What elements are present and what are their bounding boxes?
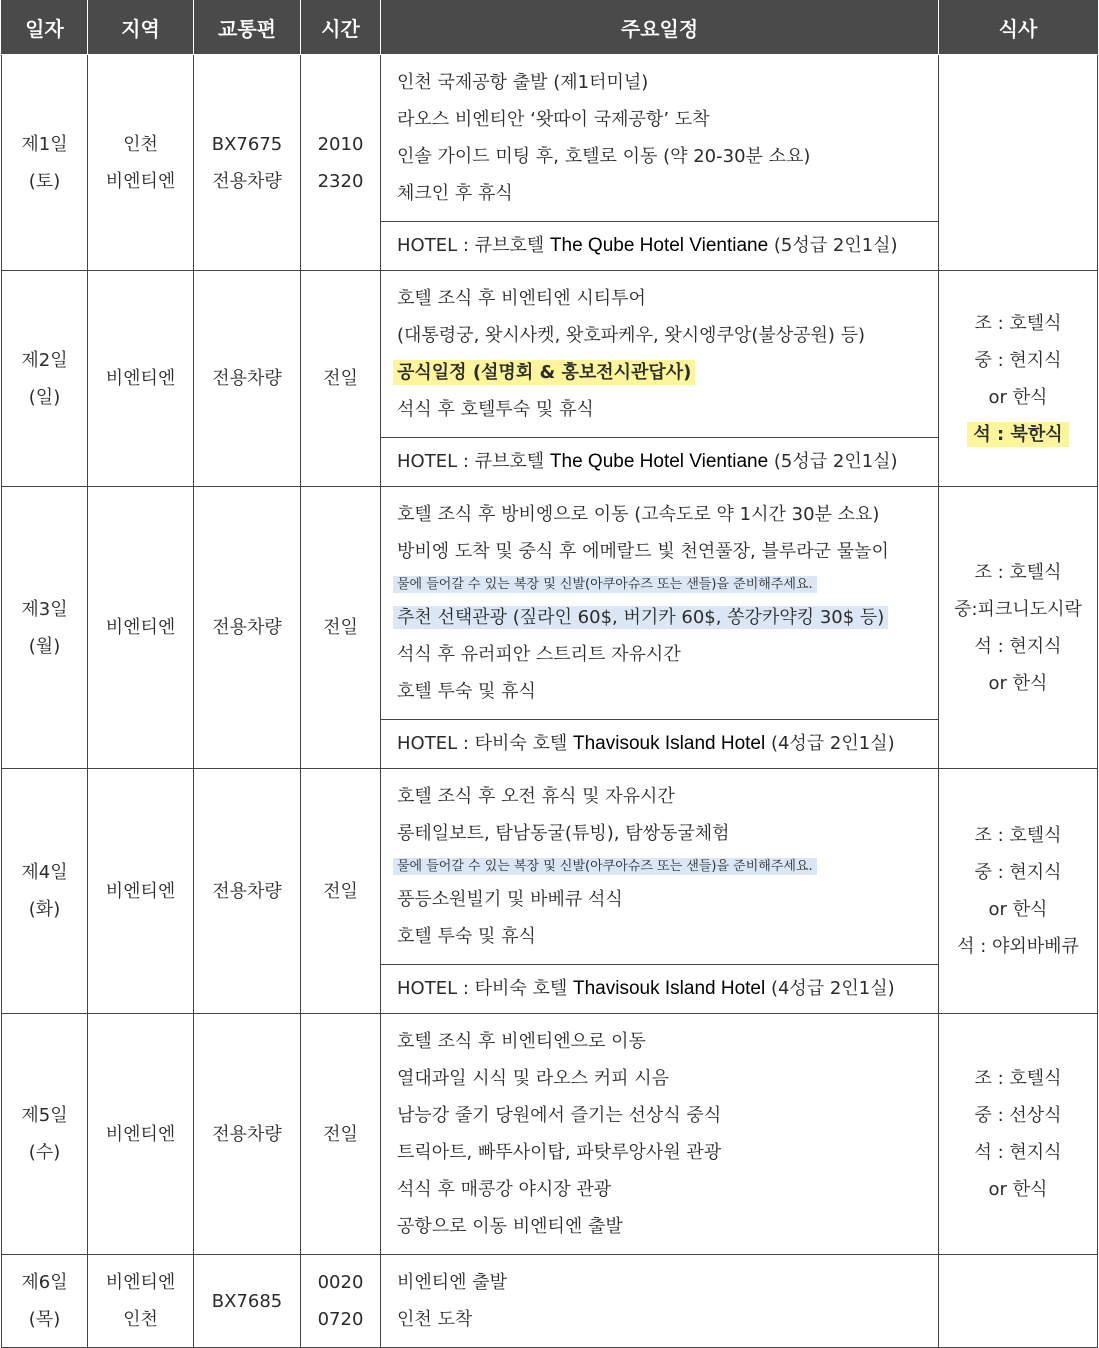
activity-text: 호텔 조식 후 비엔티엔 시티투어 xyxy=(397,288,646,309)
activity-text: 비엔티엔 출발 xyxy=(397,1272,508,1293)
activity-text: 트릭아트, 빠뚜사이탑, 파탓루앙사원 관광 xyxy=(397,1142,722,1163)
schedule-cell xyxy=(381,271,939,487)
activity-line xyxy=(397,317,924,354)
day-cell-line: 제6일 xyxy=(21,1272,68,1293)
activity-list xyxy=(381,1255,938,1347)
activity-line xyxy=(397,280,924,317)
header-meals: 식사 xyxy=(939,0,1098,55)
day-cell-line: 제4일 xyxy=(21,862,68,883)
hotel-name: Thavisouk Island Hotel xyxy=(573,733,766,754)
schedule-cell xyxy=(381,55,939,271)
day-cell-line: 제5일 xyxy=(21,1105,68,1126)
meal-text: 중:피크니도시락 xyxy=(954,598,1082,620)
header-region: 지역 xyxy=(88,0,194,55)
meal-line xyxy=(939,379,1097,416)
meal-cell xyxy=(939,271,1098,487)
transport-cell xyxy=(194,1014,301,1255)
schedule-cell xyxy=(381,769,939,1014)
meal-line xyxy=(939,416,1097,453)
meal-line xyxy=(939,554,1097,591)
meal-text: 중 : 현지식 xyxy=(974,862,1062,883)
meal-text: 중 : 현지식 xyxy=(974,349,1062,371)
activity-line xyxy=(397,1023,924,1060)
transport-cell-line: 전용차량 xyxy=(212,368,282,389)
activity-text: 호텔 투숙 및 휴식 xyxy=(397,681,536,702)
activity-line xyxy=(397,1264,924,1301)
activity-text: 인천 국제공항 출발 (제1터미널) xyxy=(397,72,649,93)
day-cell-line: 제3일 xyxy=(21,598,68,620)
transport-cell xyxy=(194,271,301,487)
time-cell xyxy=(301,271,381,487)
meal-line xyxy=(939,817,1097,854)
time-cell xyxy=(301,1014,381,1255)
meal-cell xyxy=(939,1255,1098,1348)
transport-cell xyxy=(194,55,301,271)
region-cell-line: 비엔티엔 xyxy=(105,1272,176,1293)
activity-text: 라오스 비엔티안 ‘왓따이 국제공항’ 도착 xyxy=(397,109,710,130)
activity-text: 인솔 가이드 미팅 후, 호텔로 이동 (약 20-30분 소요) xyxy=(397,146,811,167)
day-row xyxy=(2,1255,1098,1348)
region-cell-line: 비엔티엔 xyxy=(105,617,176,638)
hotel-line xyxy=(381,964,938,1013)
time-cell-line: 2010 xyxy=(317,133,364,155)
day-cell-line: (목) xyxy=(28,1309,61,1330)
time-cell-line: 전일 xyxy=(323,880,358,902)
meal-text: or 한식 xyxy=(988,1179,1048,1200)
activity-line xyxy=(397,599,924,636)
activity-list xyxy=(381,769,938,964)
activity-line xyxy=(397,175,924,212)
transport-cell-line: 전용차량 xyxy=(212,617,282,638)
day-cell-line: (화) xyxy=(28,899,61,920)
meal-text: or 한식 xyxy=(988,386,1048,408)
meal-cell xyxy=(939,487,1098,769)
hotel-prefix: HOTEL : 큐브호텔 xyxy=(397,451,550,472)
activity-text: 호텔 조식 후 방비엥으로 이동 (고속도로 약 1시간 30분 소요) xyxy=(397,504,880,525)
meal-line xyxy=(939,342,1097,379)
hotel-line xyxy=(381,437,938,486)
region-cell-line: 비엔티엔 xyxy=(105,1123,176,1145)
activity-line xyxy=(397,1208,924,1245)
activity-text: 인천 도착 xyxy=(397,1309,473,1330)
meal-line xyxy=(939,854,1097,891)
transport-cell-line: 전용차량 xyxy=(212,170,282,192)
header-day: 일자 xyxy=(2,0,88,55)
time-cell-line: 전일 xyxy=(323,1123,358,1145)
day-row xyxy=(2,1014,1098,1255)
itinerary-table xyxy=(1,0,1098,1348)
region-cell-line: 비엔티엔 xyxy=(105,368,176,389)
region-cell xyxy=(88,769,194,1014)
transport-cell xyxy=(194,487,301,769)
activity-line xyxy=(397,101,924,138)
day-cell-line: 제1일 xyxy=(21,133,68,155)
meal-text: 중 : 선상식 xyxy=(974,1105,1062,1126)
meal-line xyxy=(939,1134,1097,1171)
transport-cell-line: BX7675 xyxy=(211,133,283,155)
activity-line xyxy=(397,1060,924,1097)
meal-cell xyxy=(939,55,1098,271)
activity-line xyxy=(397,881,924,918)
time-cell-line: 전일 xyxy=(323,617,358,638)
time-cell-line: 0720 xyxy=(317,1309,364,1330)
meal-line xyxy=(939,1171,1097,1208)
hotel-name: Thavisouk Island Hotel xyxy=(573,978,766,999)
hotel-name: The Qube Hotel Vientiane xyxy=(549,451,769,472)
header-transport: 교통편 xyxy=(194,0,301,55)
activity-text: 호텔 조식 후 비엔티엔으로 이동 xyxy=(397,1031,646,1052)
hotel-prefix: HOTEL : 큐브호텔 xyxy=(397,235,550,256)
transport-cell-line: BX7685 xyxy=(211,1290,283,1312)
schedule-cell xyxy=(381,1255,939,1348)
transport-cell xyxy=(194,769,301,1014)
day-row xyxy=(2,271,1098,487)
transport-cell xyxy=(194,1255,301,1348)
region-cell xyxy=(88,271,194,487)
activity-line xyxy=(397,354,924,391)
activity-line xyxy=(397,673,924,710)
day-cell-line: (월) xyxy=(28,635,61,657)
activity-text: 석식 후 호텔투숙 및 휴식 xyxy=(397,399,594,420)
region-cell xyxy=(88,55,194,271)
meal-line xyxy=(939,1060,1097,1097)
day-cell-line: 제2일 xyxy=(21,349,68,371)
meal-line xyxy=(939,928,1097,965)
header-time: 시간 xyxy=(301,0,381,55)
day-cell xyxy=(2,55,88,271)
meal-line xyxy=(939,891,1097,928)
activity-line xyxy=(397,852,924,881)
meal-cell xyxy=(939,769,1098,1014)
activity-text: 공항으로 이동 비엔티엔 출발 xyxy=(397,1216,623,1237)
activity-list xyxy=(381,487,938,719)
transport-cell-line: 전용차량 xyxy=(212,880,282,902)
region-cell-line: 비엔티엔 xyxy=(105,880,176,902)
region-cell-line: 비엔티엔 xyxy=(105,170,176,192)
time-cell xyxy=(301,1255,381,1348)
hotel-suffix: (5성급 2인1실) xyxy=(768,235,898,256)
activity-text: 풍등소원빌기 및 바베큐 석식 xyxy=(397,889,623,910)
day-cell-line: (토) xyxy=(28,170,61,192)
hotel-line xyxy=(381,719,938,768)
meal-text: 석 : 현지식 xyxy=(974,1142,1062,1163)
activity-line xyxy=(397,1134,924,1171)
meal-text: 석 : 야외바베큐 xyxy=(957,936,1079,957)
activity-text: 석식 후 매콩강 야시장 관광 xyxy=(397,1179,612,1200)
meal-line xyxy=(939,628,1097,665)
day-cell xyxy=(2,769,88,1014)
time-cell xyxy=(301,487,381,769)
hotel-name: The Qube Hotel Vientiane xyxy=(549,235,769,256)
header-row xyxy=(2,0,1098,55)
hotel-suffix: (4성급 2인1실) xyxy=(765,978,895,999)
meal-text: 조 : 호텔식 xyxy=(974,1068,1062,1089)
day-cell-line: (일) xyxy=(28,386,61,408)
activity-line xyxy=(397,533,924,570)
region-cell-line: 인천 xyxy=(123,1309,158,1330)
activity-line xyxy=(397,1171,924,1208)
day-cell-line: (수) xyxy=(28,1142,61,1163)
meal-line xyxy=(939,1097,1097,1134)
activity-line xyxy=(397,778,924,815)
meal-line xyxy=(939,591,1097,628)
header-schedule: 주요일정 xyxy=(381,0,939,55)
activity-list xyxy=(381,55,938,221)
hotel-prefix: HOTEL : 타비숙 호텔 xyxy=(397,978,573,999)
meal-text: 석 : 현지식 xyxy=(974,635,1062,657)
activity-text: 호텔 조식 후 오전 휴식 및 자유시간 xyxy=(397,786,675,807)
meal-line xyxy=(939,665,1097,702)
activity-text: 물에 들어갈 수 있는 복장 및 신발(아쿠아슈즈 또는 샌들)을 준비해주세요. xyxy=(393,858,817,875)
activity-text: 체크인 후 휴식 xyxy=(397,183,513,204)
activity-text: 추천 선택관광 (짚라인 60$, 버기카 60$, 쏭강카약킹 30$ 등) xyxy=(393,606,888,629)
time-cell-line: 0020 xyxy=(317,1272,364,1293)
activity-line xyxy=(397,64,924,101)
hotel-line xyxy=(381,221,938,270)
day-row xyxy=(2,55,1098,271)
schedule-cell xyxy=(381,1014,939,1255)
day-cell xyxy=(2,271,88,487)
time-cell xyxy=(301,769,381,1014)
meal-text: 석 : 북한식 xyxy=(967,422,1068,447)
activity-text: 물에 들어갈 수 있는 복장 및 신발(아쿠아슈즈 또는 샌들)을 준비해주세요. xyxy=(393,576,817,593)
activity-line xyxy=(397,918,924,955)
activity-text: (대통령궁, 왓시사켓, 왓호파케우, 왓시엥쿠앙(불상공원) 등) xyxy=(397,325,866,346)
activity-text: 방비엥 도착 및 중식 후 에메랄드 빛 천연풀장, 블루라군 물놀이 xyxy=(397,541,889,562)
time-cell-line: 2320 xyxy=(317,170,364,192)
activity-text: 호텔 투숙 및 휴식 xyxy=(397,926,536,947)
day-row xyxy=(2,487,1098,769)
meal-text: or 한식 xyxy=(988,672,1048,694)
meal-line xyxy=(939,305,1097,342)
day-row xyxy=(2,769,1098,1014)
hotel-suffix: (4성급 2인1실) xyxy=(765,733,895,754)
activity-text: 열대과일 시식 및 라오스 커피 시음 xyxy=(397,1068,670,1089)
activity-list xyxy=(381,271,938,437)
activity-line xyxy=(397,636,924,673)
activity-text: 롱테일보트, 탐남동굴(튜빙), 탐쌍동굴체험 xyxy=(397,823,730,844)
activity-text: 공식일정 (설명회 & 홍보전시관답사) xyxy=(393,360,695,385)
meal-cell xyxy=(939,1014,1098,1255)
region-cell-line: 인천 xyxy=(123,133,158,155)
region-cell xyxy=(88,1255,194,1348)
time-cell-line: 전일 xyxy=(323,368,358,389)
activity-line xyxy=(397,496,924,533)
activity-line xyxy=(397,815,924,852)
activity-line xyxy=(397,1097,924,1134)
day-cell xyxy=(2,487,88,769)
meal-text: 조 : 호텔식 xyxy=(974,561,1062,583)
activity-line xyxy=(397,1301,924,1338)
activity-text: 남능강 줄기 당원에서 즐기는 선상식 중식 xyxy=(397,1105,722,1126)
day-cell xyxy=(2,1014,88,1255)
region-cell xyxy=(88,1014,194,1255)
meal-text: or 한식 xyxy=(988,899,1048,920)
activity-line xyxy=(397,138,924,175)
schedule-cell xyxy=(381,487,939,769)
meal-text: 조 : 호텔식 xyxy=(974,312,1062,334)
hotel-prefix: HOTEL : 타비숙 호텔 xyxy=(397,733,573,754)
activity-list xyxy=(381,1014,938,1254)
region-cell xyxy=(88,487,194,769)
activity-text: 석식 후 유러피안 스트리트 자유시간 xyxy=(397,644,681,665)
day-cell xyxy=(2,1255,88,1348)
activity-line xyxy=(397,391,924,428)
hotel-suffix: (5성급 2인1실) xyxy=(768,451,898,472)
activity-line xyxy=(397,570,924,599)
meal-text: 조 : 호텔식 xyxy=(974,825,1062,846)
time-cell xyxy=(301,55,381,271)
transport-cell-line: 전용차량 xyxy=(212,1123,282,1145)
